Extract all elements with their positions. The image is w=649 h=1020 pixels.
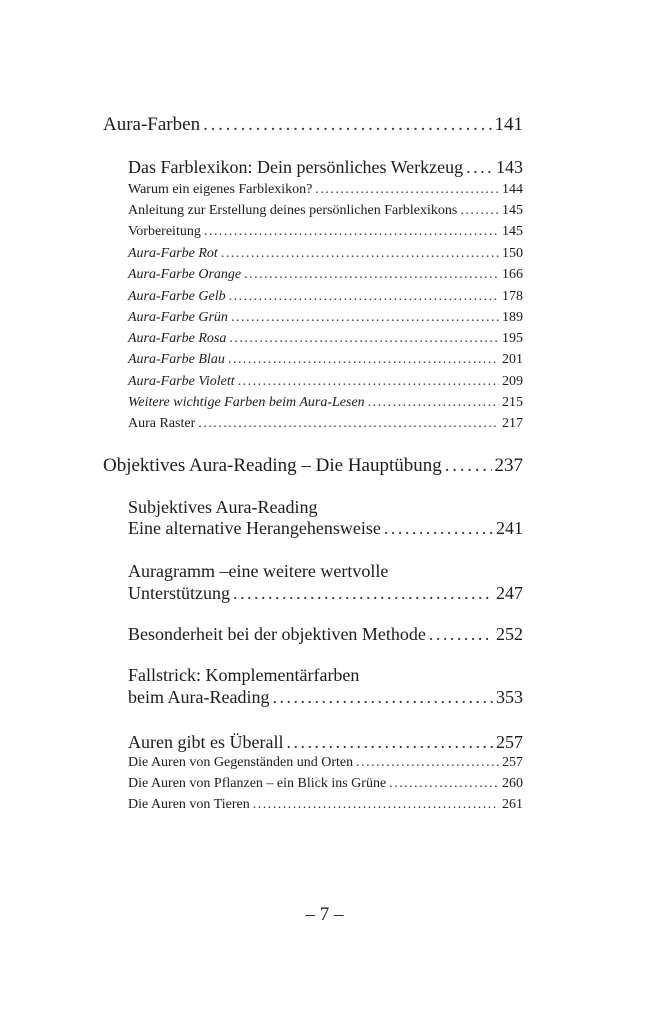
- toc-entry-title: Aura-Farben: [103, 114, 201, 135]
- toc-entry-title: Aura-Farbe Blau: [128, 352, 225, 367]
- toc-entry-page: 144: [502, 182, 523, 197]
- toc-entry-title: Weitere wichtige Farben beim Aura-Lesen: [128, 395, 365, 410]
- toc-subentry: [128, 289, 523, 305]
- dot-leader: [315, 182, 499, 198]
- dot-leader: [466, 157, 493, 178]
- dot-leader: [233, 583, 493, 604]
- toc-subentry: [128, 182, 523, 198]
- toc-entry-title: Die Auren von Tieren: [128, 797, 250, 812]
- toc-subentry: [128, 776, 523, 792]
- toc-entry-title: Anleitung zur Erstellung deines persönlichen Farblexikons: [128, 203, 458, 218]
- toc-entry-page: 353: [496, 687, 523, 707]
- toc-entry-page: 261: [502, 797, 523, 812]
- toc-subentry: [128, 267, 523, 283]
- dot-leader: [253, 797, 499, 813]
- toc-entry-page: 195: [502, 331, 523, 346]
- toc-entry-subjektives-line1: Subjektives Aura-Reading: [128, 497, 318, 517]
- toc-entry-page: 201: [502, 352, 523, 367]
- toc-entry-page: 257: [502, 755, 523, 770]
- toc-subentry: [128, 395, 523, 411]
- dot-leader: [238, 374, 499, 390]
- dot-leader: [228, 352, 499, 368]
- toc-entry-farblexikon: [128, 157, 523, 178]
- dot-leader: [229, 289, 499, 305]
- toc-entry-aura-farben: [103, 114, 523, 136]
- toc-subentry: [128, 755, 523, 771]
- toc-entry-title: Aura-Farbe Orange: [128, 267, 242, 282]
- dot-leader: [429, 624, 493, 645]
- toc-entry-title: Die Auren von Pflanzen – ein Blick ins Grüne: [128, 776, 387, 791]
- toc-subentry: [128, 203, 523, 219]
- toc-entry-page: 189: [502, 310, 523, 325]
- dot-leader: [203, 114, 491, 136]
- toc-entry-title: Aura-Farbe Rosa: [128, 331, 227, 346]
- toc-entry-title: Unterstützung: [128, 583, 230, 603]
- toc-entry-title: Besonderheit bei der objektiven Methode: [128, 624, 426, 644]
- dot-leader: [204, 224, 499, 240]
- dot-leader: [384, 518, 493, 539]
- toc-entry-title: Aura-Farbe Rot: [128, 246, 218, 261]
- toc-entry-title: Objektives Aura-Reading – Die Hauptübung: [103, 455, 442, 476]
- toc-entry-page: 252: [496, 624, 523, 644]
- dot-leader: [244, 267, 499, 283]
- toc-entry-page: 145: [502, 224, 523, 239]
- toc-subentry: [128, 797, 523, 813]
- toc-entry-auragramm: [128, 583, 523, 604]
- toc-entry-title: Vorbereitung: [128, 224, 201, 239]
- dot-leader: [221, 246, 499, 262]
- toc-subentry: [128, 352, 523, 368]
- toc-entry-page: 150: [502, 246, 523, 261]
- toc-entry-page: 178: [502, 289, 523, 304]
- toc-subentry: [128, 224, 523, 240]
- toc-entry-page: 260: [502, 776, 523, 791]
- toc-entry-fallstrick-line1: Fallstrick: Komplementärfarben: [128, 665, 360, 685]
- toc-entry-objektives: [103, 455, 523, 477]
- toc-subentry: [128, 374, 523, 390]
- toc-entry-page: 166: [502, 267, 523, 282]
- dot-leader: [445, 455, 492, 477]
- toc-entry-title: Die Auren von Gegenständen und Orten: [128, 755, 354, 770]
- toc-subentry: [128, 331, 523, 347]
- dot-leader: [286, 732, 493, 753]
- toc-subentry: [128, 246, 523, 262]
- toc-entry-title: Das Farblexikon: Dein persönliches Werkzeug: [128, 157, 464, 177]
- toc-entry-title: Aura-Farbe Gelb: [128, 289, 226, 304]
- toc-entry-besonderheit: [128, 624, 523, 645]
- toc-entry-auragramm-line1: Auragramm –eine weitere wertvolle: [128, 561, 389, 581]
- dot-leader: [198, 416, 499, 432]
- toc-entry-page: 247: [496, 583, 523, 603]
- toc-entry-page: 241: [496, 518, 523, 538]
- dot-leader: [231, 310, 499, 326]
- toc-entry-page: 141: [494, 114, 523, 135]
- toc-entry-page: 209: [502, 374, 523, 389]
- toc-entry-title: Auren gibt es Überall: [128, 732, 284, 752]
- toc-entry-page: 145: [502, 203, 523, 218]
- toc-entry-subjektives: [128, 518, 523, 539]
- dot-leader: [368, 395, 499, 411]
- toc-subentry: [128, 310, 523, 326]
- dot-leader: [272, 687, 493, 708]
- toc-entry-page: 237: [494, 455, 523, 476]
- dot-leader: [356, 755, 499, 771]
- toc-entry-title: Eine alternative Herangehensweise: [128, 518, 381, 538]
- toc-entry-page: 215: [502, 395, 523, 410]
- toc-entry-title: Warum ein eigenes Farblexikon?: [128, 182, 313, 197]
- toc-entry-title: Aura Raster: [128, 416, 196, 431]
- toc-entry-page: 217: [502, 416, 523, 431]
- dot-leader: [229, 331, 499, 347]
- toc-subentry: [128, 416, 523, 432]
- page-number: – 7 –: [305, 904, 344, 925]
- toc-entry-fallstrick: [128, 687, 523, 708]
- toc-entry-auren: [128, 732, 523, 753]
- toc-entry-title: beim Aura-Reading: [128, 687, 270, 707]
- dot-leader: [389, 776, 499, 792]
- toc-entry-title: Aura-Farbe Grün: [128, 310, 228, 325]
- toc-entry-title: Aura-Farbe Violett: [128, 374, 235, 389]
- toc-entry-page: 257: [496, 732, 523, 752]
- toc-entry-page: 143: [496, 157, 523, 177]
- dot-leader: [460, 203, 499, 219]
